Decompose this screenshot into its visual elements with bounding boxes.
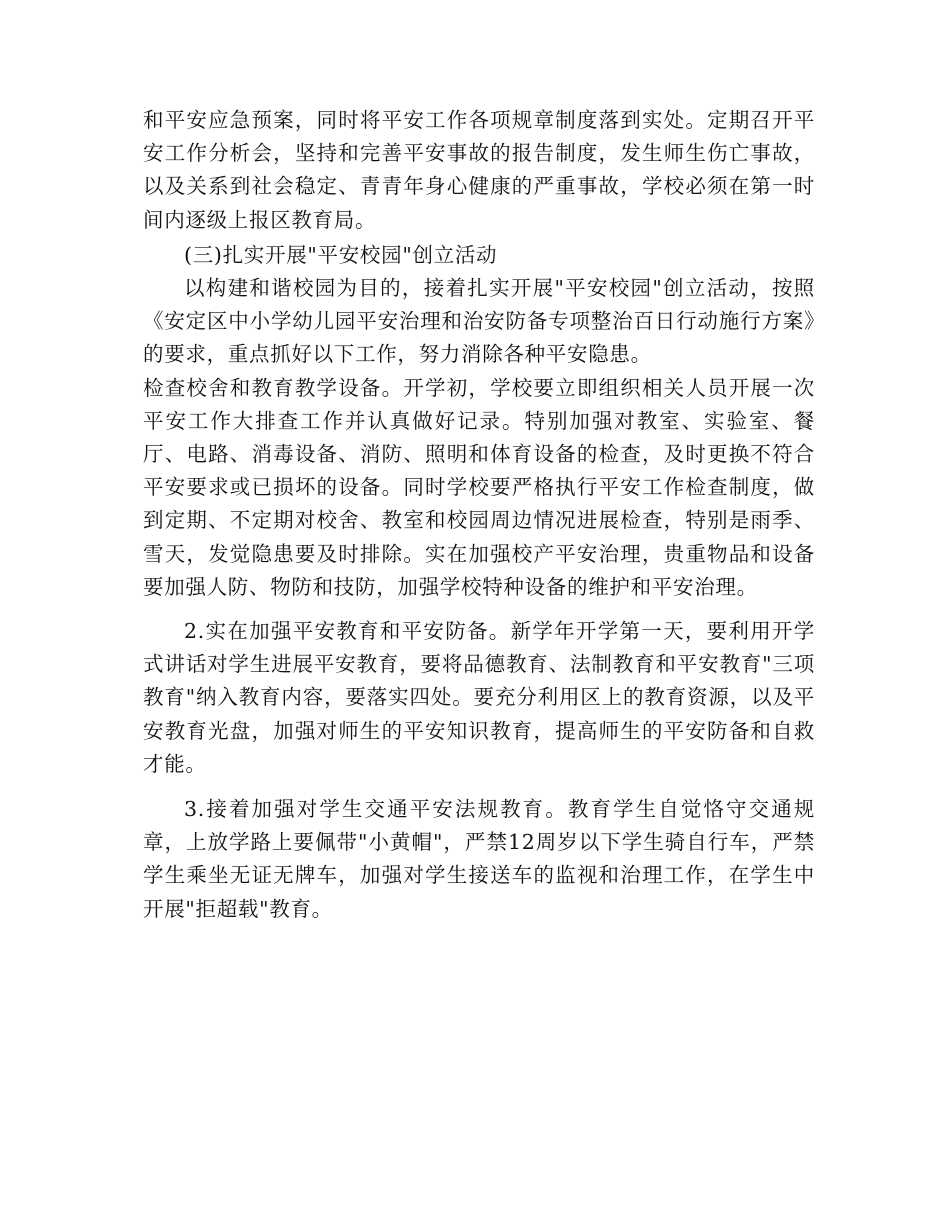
document-body bbox=[143, 104, 815, 926]
paragraph-inspect-facilities: 检查校舍和教育教学设备。开学初，学校要立即组织相关人员开展一次平安工作大排查工作并认真做好记录。特别加强对教室、实验室、餐厅、电路、消毒设备、消防、照明和体育设备的检查，及时更换不符合平安要求或已损坏的设备。同时学校要严格执行平安工作检查制度，做到定期、不定期对校舍、教室和校园周边情况进展检查，特别是雨季、雪天，发觉隐患要及时排除。实在加强校产平安治理，贵重物品和设备要加强人防、物防和技防，加强学校特种设备的维护和平安治理。 bbox=[143, 375, 815, 599]
section-heading-safe-campus: (三)扎实开展"平安校园"创立活动 bbox=[184, 242, 498, 267]
paragraph-traffic-safety: 3.接着加强对学生交通平安法规教育。教育学生自觉恪守交通规章，上放学路上要佩带"小黄帽"，严禁12周岁以下学生骑自行车，严禁学生乘坐无证无牌车，加强对学生接送车的监视和治理工作，在学生中开展"拒超载"教育。 bbox=[143, 797, 815, 921]
paragraph-emergency-plan: 和平安应急预案，同时将平安工作各项规章制度落到实处。定期召开平安工作分析会，坚持和完善平安事故的报告制度，发生师生伤亡事故，以及关系到社会稳定、青青年身心健康的严重事故，学校必须在第一时间内逐级上报区教育局。 bbox=[143, 108, 815, 232]
paragraph-safe-campus-activity: 以构建和谐校园为目的，接着扎实开展"平安校园"创立活动，按照《安定区中小学幼儿园平安治理和治安防备专项整治百日行动施行方案》的要求，重点抓好以下工作，努力消除各种平安隐患。 bbox=[143, 276, 815, 367]
paragraph-safety-education: 2.实在加强平安教育和平安防备。新学年开学第一天，要利用开学式讲话对学生进展平安教育，要将品德教育、法制教育和平安教育"三项教育"纳入教育内容，要落实四处。要充分利用区上的教育资源，以及平安教育光盘，加强对师生的平安知识教育，提高师生的平安防备和自救才能。 bbox=[143, 619, 815, 776]
